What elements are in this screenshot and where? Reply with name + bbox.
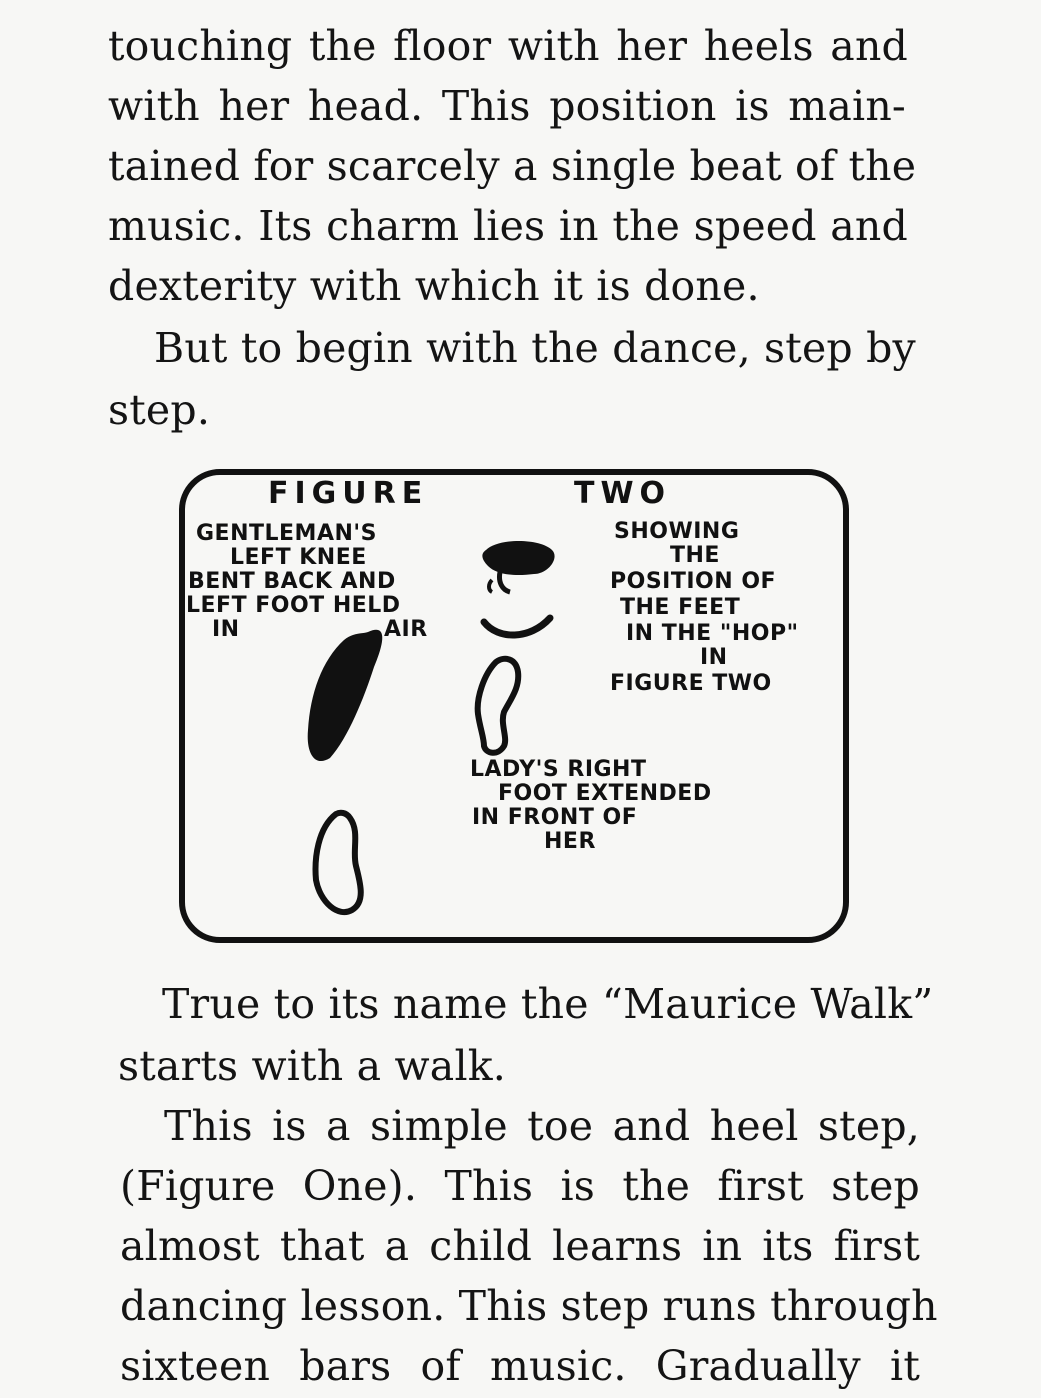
gentleman-note-line: BENT BACK AND xyxy=(188,569,396,594)
paragraph-line: This is a simple toe and heel step, xyxy=(164,1102,920,1150)
gentleman-note-line: IN xyxy=(212,617,240,642)
figure-title-left: FIGURE xyxy=(268,476,429,511)
paragraph-line: starts with a walk. xyxy=(118,1042,507,1090)
showing-note-line: FIGURE TWO xyxy=(610,671,772,696)
lady-note-line: HER xyxy=(544,829,596,854)
lady-shoulders-mark xyxy=(484,618,550,635)
gentleman-left-foot-print xyxy=(308,630,383,761)
figure-two-illustration xyxy=(168,462,860,952)
lady-note-line: IN FRONT OF xyxy=(472,805,638,830)
gentleman-right-foot-print xyxy=(316,813,361,912)
showing-note-line: IN xyxy=(700,645,728,670)
paragraph-line: with her head. This position is main- xyxy=(108,82,906,130)
lady-note-line: FOOT EXTENDED xyxy=(498,781,712,806)
paragraph-line: touching the floor with her heels and xyxy=(108,22,908,70)
paragraph-line: True to its name the “Maurice Walk” xyxy=(162,980,934,1028)
lady-right-foot-print xyxy=(478,659,519,753)
showing-note-line: THE FEET xyxy=(620,595,741,620)
figure-title-right: TWO xyxy=(574,476,672,511)
lady-head-mark xyxy=(482,541,554,575)
paragraph-line: step. xyxy=(108,386,211,434)
paragraph-line: But to begin with the dance, step by xyxy=(154,324,916,372)
paragraph-line: sixteen bars of music. Gradually it xyxy=(120,1342,920,1390)
showing-note-line: IN THE "HOP" xyxy=(626,621,799,646)
paragraph-line: music. Its charm lies in the speed and xyxy=(108,202,908,250)
paragraph-line: tained for scarcely a single beat of the xyxy=(108,142,917,190)
showing-note-line: THE xyxy=(670,543,720,568)
showing-note-line: POSITION OF xyxy=(610,569,777,594)
paragraph-line: dexterity with which it is done. xyxy=(108,262,760,310)
paragraph-line: dancing lesson. This step runs through xyxy=(120,1282,938,1330)
gentleman-note-line: AIR xyxy=(384,617,428,642)
gentleman-note-line: LEFT KNEE xyxy=(230,545,367,570)
gentleman-note-line: LEFT FOOT HELD xyxy=(186,593,401,618)
gentleman-note-line: GENTLEMAN'S xyxy=(196,521,377,546)
lady-note-line: LADY'S RIGHT xyxy=(470,757,647,782)
showing-note-line: SHOWING xyxy=(614,519,740,544)
paragraph-line: almost that a child learns in its first xyxy=(120,1222,920,1270)
paragraph-line: (Figure One). This is the first step xyxy=(120,1162,920,1210)
